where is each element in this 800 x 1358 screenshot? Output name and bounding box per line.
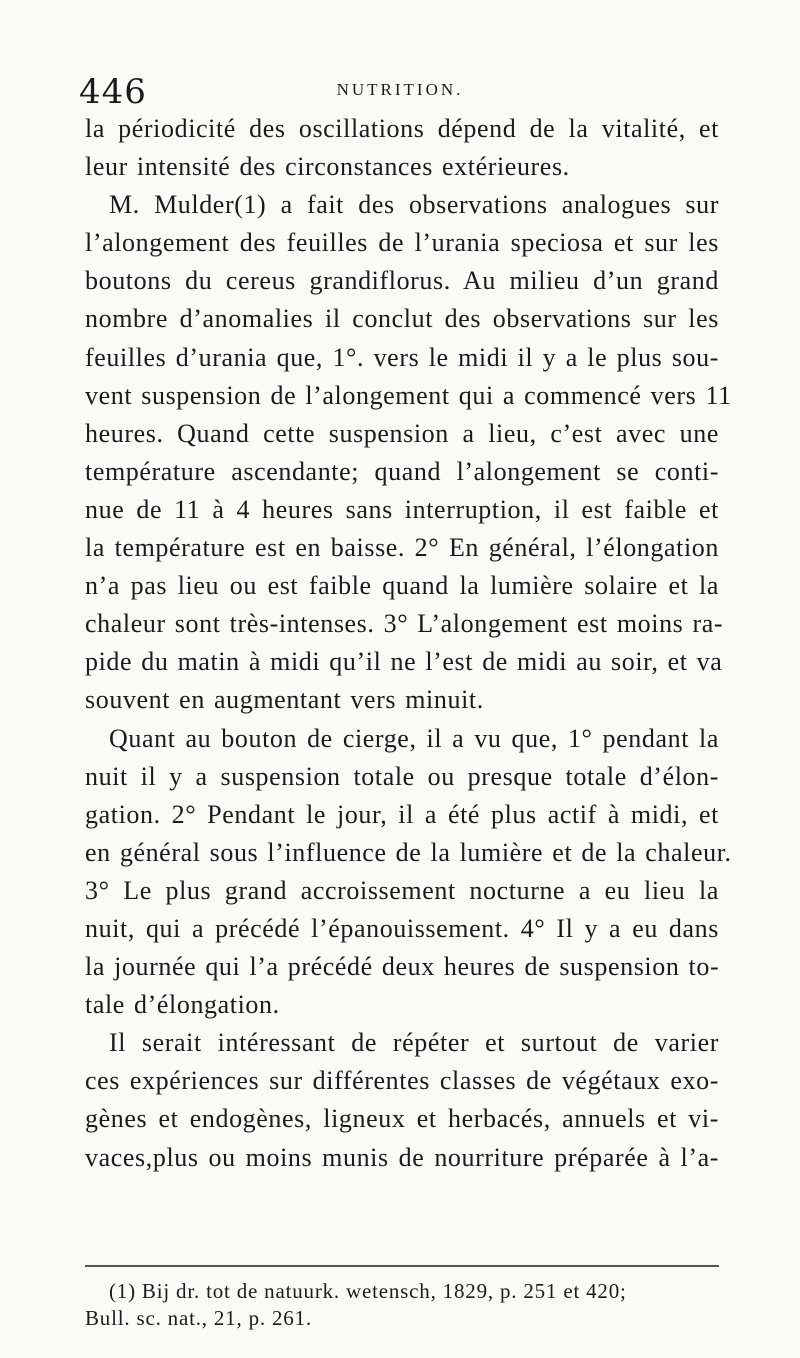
page-header [75, 72, 725, 112]
text-line: l’alongement des feuilles de l’urania speciosa et sur les [85, 228, 719, 258]
footnote-line: Bull. sc. nat., 21, p. 261. [85, 1306, 312, 1330]
text-line: souvent en augmentant vers minuit. [85, 685, 484, 715]
text-line: n’a pas lieu ou est faible quand la lumière solaire et la [85, 571, 719, 601]
text-line: nue de 11 à 4 heures sans interruption, il est faible et [85, 494, 719, 524]
text-line: feuilles d’urania que, 1°. vers le midi il y a le plus sou- [85, 342, 719, 372]
text-line: gènes et endogènes, ligneux et herbacés, annuels et vi- [85, 1104, 719, 1134]
text-line: heures. Quand cette suspension a lieu, c’est avec une [85, 418, 719, 448]
text-line: boutons du cereus grandiflorus. Au milieu d’un grand [85, 266, 719, 296]
text-line: nuit il y a suspension totale ou presque totale d’élon- [85, 761, 719, 791]
footnote-line: (1) Bij dr. tot de natuurk. wetensch, 1829, p. 251 et 420; [109, 1279, 627, 1303]
text-line: tale d’élongation. [85, 990, 280, 1020]
text-line: la journée qui l’a précédé deux heures de suspension to- [85, 952, 720, 982]
text-line: Il serait intéressant de répéter et surtout de varier [109, 1028, 719, 1058]
text-line: vent suspension de l’alongement qui a commencé vers 11 [85, 380, 732, 410]
body-text [85, 110, 732, 1177]
text-line: chaleur sont très-intenses. 3° L’alongement est moins ra- [85, 609, 724, 639]
text-line: en général sous l’influence de la lumière et de la chaleur. [85, 837, 732, 867]
text-line: nuit, qui a précédé l’épanouissement. 4° Il y a eu dans [85, 913, 719, 943]
running-title: NUTRITION. [336, 80, 464, 99]
text-line: ces expériences sur différentes classes de végétaux exo- [85, 1066, 719, 1096]
text-line: 3° Le plus grand accroissement nocturne a eu lieu la [85, 875, 719, 905]
text-line: M. Mulder(1) a fait des observations analogues sur [109, 190, 719, 220]
text-line: Quant au bouton de cierge, il a vu que, 1° pendant la [109, 723, 719, 753]
text-line: température ascendante; quand l’alongement se conti- [85, 456, 719, 486]
footnote-divider [85, 1265, 719, 1267]
text-line: leur intensité des circonstances extérieures. [85, 152, 570, 182]
page-number: 446 [79, 72, 147, 112]
text-line: pide du matin à midi qu’il ne l’est de midi au soir, et va [85, 647, 723, 677]
text-line: la périodicité des oscillations dépend de la vitalité, et [85, 114, 719, 143]
footnotes [85, 1278, 719, 1332]
text-line: la température est en baisse. 2° En général, l’élongation [85, 533, 719, 563]
text-line: gation. 2° Pendant le jour, il a été plus actif à midi, et [85, 799, 719, 829]
text-line: vaces,plus ou moins munis de nourriture préparée à l’a- [85, 1142, 719, 1172]
text-line: nombre d’anomalies il conclut des observations sur les [85, 304, 719, 334]
